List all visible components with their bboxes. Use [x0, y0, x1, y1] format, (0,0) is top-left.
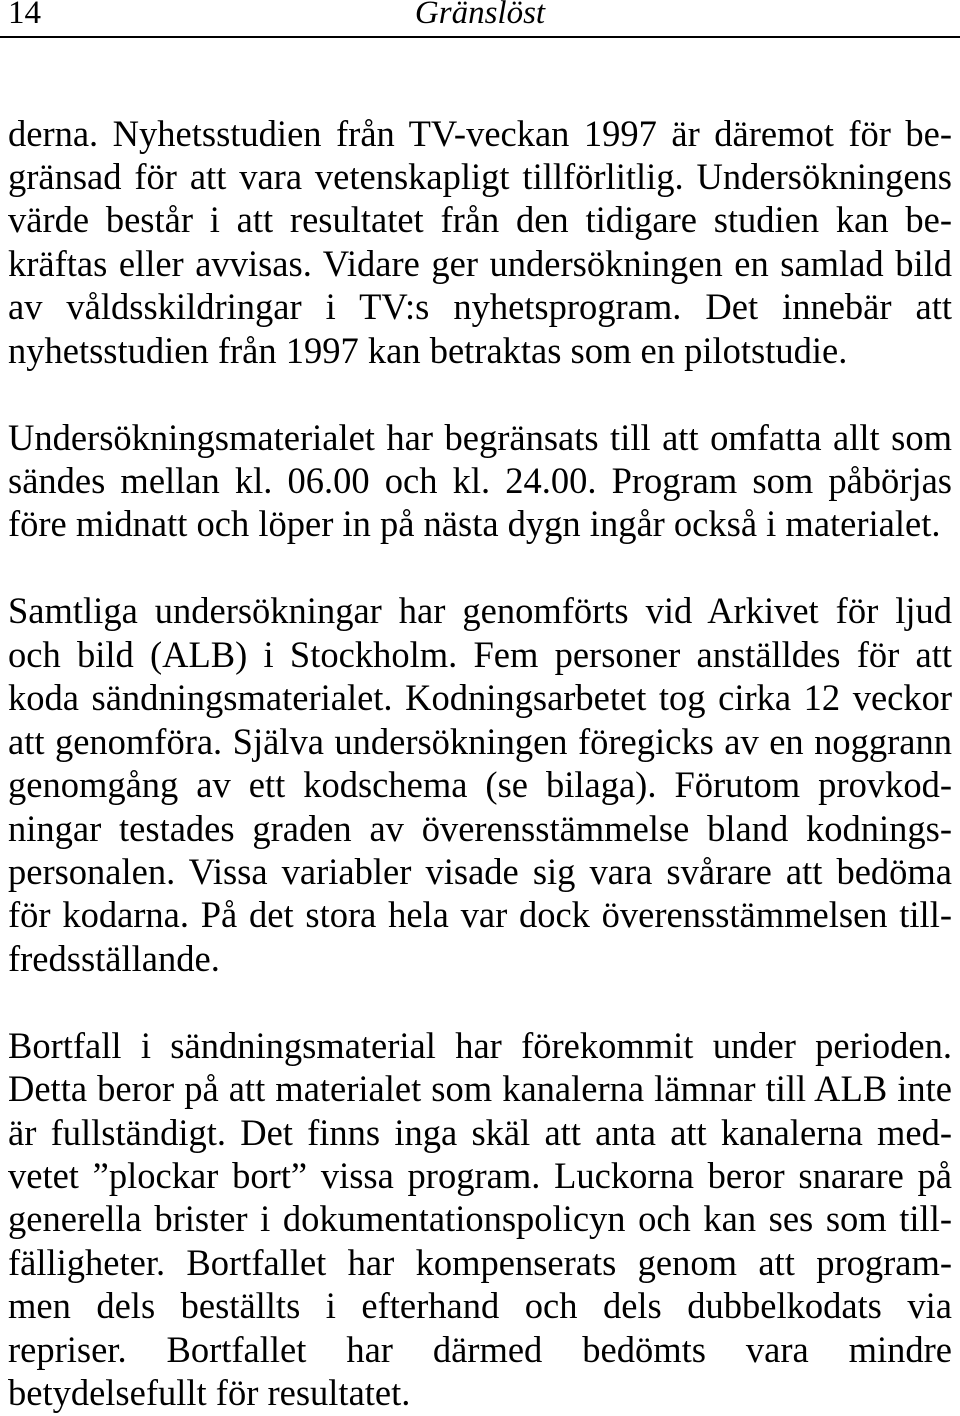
text-line: men dels beställts i efterhand och dels dubbelkodats via — [8, 1285, 952, 1327]
text-line: Undersökningsmaterialet har begränsats till att omfatta allt som — [8, 416, 952, 458]
text-line: värde består i att resultatet från den tidigare studien kan be- — [8, 199, 952, 241]
running-title: Gränslöst — [414, 0, 546, 31]
text-line: genomgång av ett kodschema (se bilaga). Förutom provkod- — [8, 764, 952, 806]
text-line: att genomföra. Själva undersökningen föregicks av en noggrann — [8, 720, 952, 762]
text-line: för kodarna. På det stora hela var dock överensstämmelsen till- — [8, 894, 952, 936]
paragraph — [8, 416, 952, 546]
text-line: Detta beror på att materialet som kanalerna lämnar till ALB inte — [8, 1068, 952, 1110]
paragraph — [8, 112, 952, 373]
text-line: av våldsskildringar i TV:s nyhetsprogram. Det innebär att — [8, 286, 952, 328]
text-line: fälligheter. Bortfallet har kompenserats genom att program- — [8, 1241, 952, 1283]
text-line: personalen. Vissa variabler visade sig vara svårare att bedöma — [8, 850, 952, 892]
text-line: generella brister i dokumentationspolicyn och kan ses som till- — [8, 1198, 952, 1240]
text-line: kräftas eller avvisas. Vidare ger undersökningen en samlad bild — [8, 242, 952, 284]
running-header — [0, 0, 960, 38]
text-line: Bortfall i sändningsmaterial har förekommit under perioden. — [8, 1024, 952, 1066]
body-text — [8, 112, 952, 1415]
text-line: och bild (ALB) i Stockholm. Fem personer anställdes för att — [8, 633, 952, 675]
page-number: 14 — [8, 0, 41, 31]
text-line: gränsad för att vara vetenskapligt tillförlitlig. Undersökningens — [8, 155, 952, 197]
text-line: koda sändningsmaterialet. Kodningsarbetet tog cirka 12 veckor — [8, 677, 952, 719]
paragraph — [8, 1024, 952, 1415]
header-rule — [0, 36, 960, 38]
text-line: vetet ”plockar bort” vissa program. Luckorna beror snarare på — [8, 1155, 952, 1196]
text-line: sändes mellan kl. 06.00 och kl. 24.00. Program som påbörjas — [8, 460, 952, 501]
text-line: fredsställande. — [8, 937, 220, 979]
text-line: före midnatt och löper in på nästa dygn ingår också i materialet. — [8, 503, 941, 545]
text-line: ningar testades graden av överensstämmelse bland kodnings- — [8, 807, 952, 849]
text-line: är fullständigt. Det finns inga skäl att anta att kanalerna med- — [8, 1111, 952, 1153]
text-line: repriser. Bortfallet har därmed bedömts vara mindre — [8, 1328, 952, 1370]
paragraph — [8, 589, 952, 980]
text-line: nyhetsstudien från 1997 kan betraktas som en pilotstudie. — [8, 329, 848, 371]
text-line: Samtliga undersökningar har genomförts vid Arkivet för ljud — [8, 590, 952, 632]
text-line: betydelsefullt för resultatet. — [8, 1372, 411, 1414]
text-line: derna. Nyhetsstudien från TV-veckan 1997 är däremot för be- — [8, 112, 952, 154]
